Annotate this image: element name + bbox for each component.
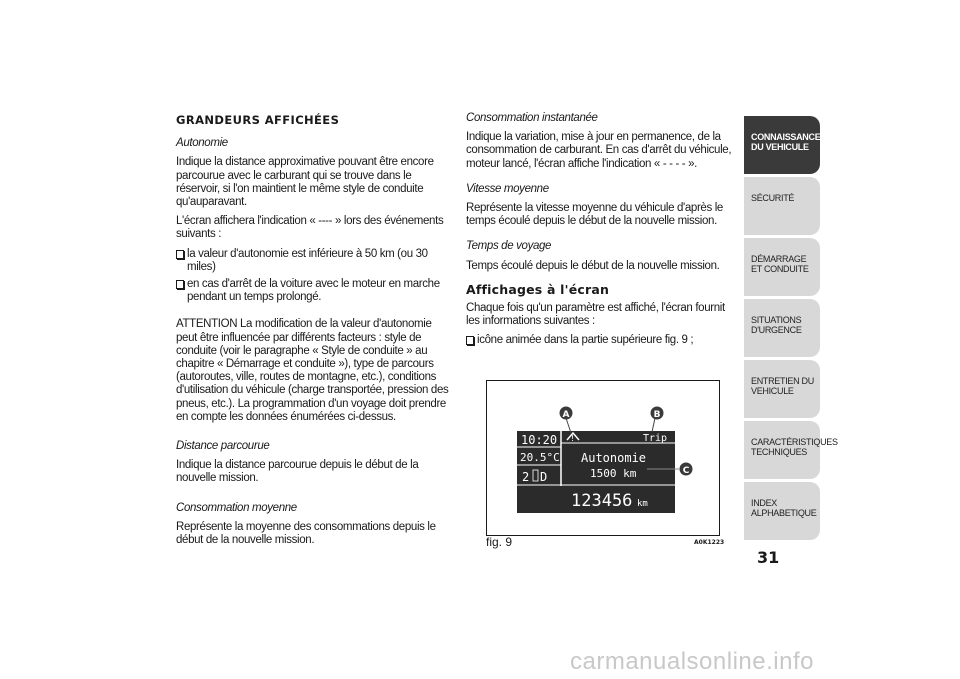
svg-text:B: B [653, 410, 661, 420]
svg-text:C: C [682, 466, 690, 476]
subheading-conso-instantanee: Consommation instantanée [466, 112, 598, 124]
lcd-time: 10:20 [521, 433, 558, 447]
tab-securite[interactable]: SÉCURITÉ [744, 177, 820, 235]
bullet-item: en cas d'arrêt de la voiture avec le moteur en marche pendant un temps prolongé. [176, 278, 454, 304]
lcd-label: Autonomie [581, 451, 647, 465]
lcd-gear: 2 [522, 470, 530, 484]
paragraph: Représente la vitesse moyenne du véhicule d'après le temps écoulé depuis le début de la nouvelle mission. [466, 202, 723, 228]
lcd-temperature: 20.5°C [520, 451, 560, 464]
paragraph: Indique la distance parcourue depuis le début de la nouvelle mission. [176, 459, 419, 485]
lcd-trip: Trip [643, 433, 668, 444]
paragraph: Chaque fois qu'un paramètre est affiché, l'écran fournit les informations suivantes : [466, 302, 725, 328]
section-heading-affichages: Affichages à l'écran [466, 281, 610, 297]
lcd-value: 1500 km [590, 467, 637, 480]
subheading-distance: Distance parcourue [176, 440, 270, 453]
lcd-exclam-icon: ! [571, 434, 575, 443]
tab-entretien[interactable]: ENTRETIEN DU VEHICULE [744, 360, 820, 418]
checkbox-bullet-icon [466, 336, 474, 345]
paragraph: Indique la distance approximative pouvant être encore parcourue avec le carburant qui se trouve dans le réservoir, si l'on maintient le même style de conduite qu'auparavant. [176, 156, 434, 209]
lcd-odometer-unit: km [637, 499, 648, 509]
lcd-mode: D [540, 470, 548, 484]
svg-text:A: A [562, 410, 570, 420]
tab-situations[interactable]: SITUATIONS D'URGENCE [744, 299, 820, 357]
paragraph: Temps écoulé depuis le début de la nouvelle mission. [466, 259, 720, 272]
instrument-display-illustration [487, 381, 719, 535]
left-column [176, 112, 454, 553]
tab-demarrage[interactable]: DÉMARRAGE ET CONDUITE [744, 238, 820, 296]
checkbox-bullet-icon [176, 250, 184, 259]
checkbox-bullet-icon [176, 280, 184, 289]
paragraph: Indique la variation, mise à jour en permanence, de la consommation de carburant. En cas d'arrêt du véhicule, moteur lancé, l'écran affiche l'indication « - - - - ». [466, 131, 732, 170]
watermark: carmanualsonline.info [570, 648, 814, 675]
middle-column [466, 112, 738, 352]
paragraph: Représente la moyenne des consommations depuis le début de la nouvelle mission. [176, 520, 436, 547]
bullet-item: icône animée dans la partie supérieure fig. 9 ; [466, 334, 738, 347]
tab-caracteristiques[interactable]: CARACTÉRISTIQUES TECHNIQUES [744, 421, 820, 479]
figure-display [486, 380, 720, 536]
attention-note: ATTENTION La modification de la valeur d'autonomie peut être influencée par différents facteurs : style de conduite (voir le paragraphe « Style de conduite » au chapitre « Démarrage et conduite »), type de parcours (autoroutes, ville, routes de montagne, etc.), conditions d'utilisation du véhicule (charge transportée, pression des pneus, etc.). La programmation d'un voyage doit prendre en compte les données énumérées ci-dessus. [176, 318, 449, 423]
bullet-item: la valeur d'autonomie est inférieure à 50 km (ou 30 miles) [176, 248, 454, 274]
subheading-temps: Temps de voyage [466, 240, 552, 253]
tab-index[interactable]: INDEX ALPHABETIQUE [744, 482, 820, 540]
lcd-odometer: 123456 [571, 491, 633, 511]
section-heading: GRANDEURS AFFICHÉES [176, 113, 340, 127]
paragraph: L'écran affichera l'indication « ---- » lors des événements suivants : [176, 215, 444, 241]
page-number: 31 [757, 548, 780, 567]
subheading-autonomie: Autonomie [176, 137, 228, 150]
chapter-tabs [744, 116, 838, 543]
tab-connaissance[interactable]: CONNAISSANCE DU VEHICULE [744, 116, 820, 174]
figure-caption: fig. 9 [486, 535, 513, 549]
subheading-conso-moyenne: Consommation moyenne [176, 501, 297, 514]
figure-code: A0K1223 [694, 539, 725, 546]
subheading-vitesse: Vitesse moyenne [466, 182, 549, 195]
